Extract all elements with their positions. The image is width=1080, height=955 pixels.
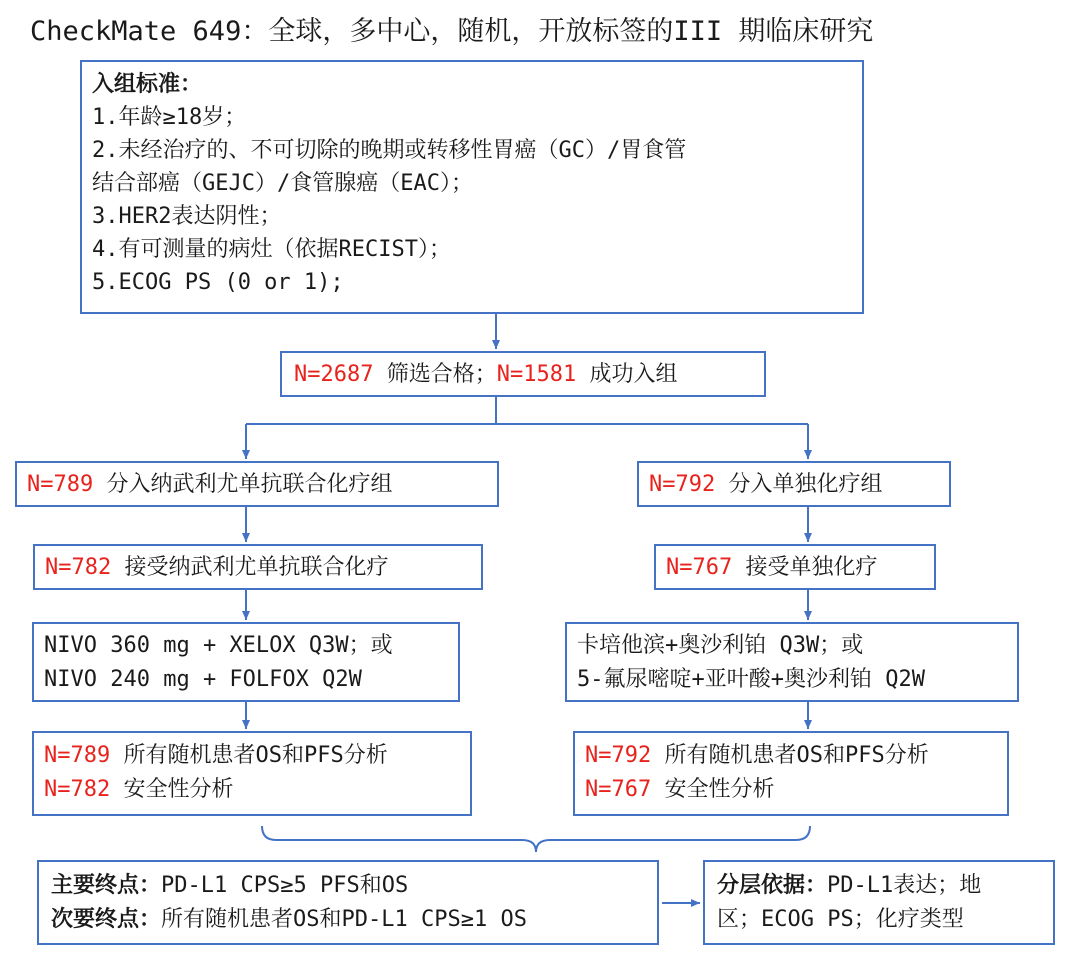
page-title: CheckMate 649：全球，多中心，随机，开放标签的III 期临床研究 [30, 16, 874, 47]
chemo-received-count: N=767 [666, 555, 733, 580]
inclusion-item: 1.年龄≥18岁； [92, 105, 247, 130]
enrolled-count: N=1581 [496, 362, 577, 387]
nivo-received-count: N=782 [45, 555, 112, 580]
primary-endpoint-label: 主要终点： [51, 873, 162, 898]
inclusion-item: 5.ECOG PS (0 or 1); [92, 270, 344, 295]
enrolled-label: 成功入组 [576, 362, 678, 387]
inclusion-item: 结合部癌（GEJC）/食管腺癌（EAC）； [92, 171, 473, 196]
secondary-endpoint-label: 次要终点： [51, 907, 162, 932]
inclusion-item: 2.未经治疗的、不可切除的晚期或转移性胃癌（GC）/胃食管 [92, 138, 687, 163]
secondary-endpoint-text: 所有随机患者OS和PD-L1 CPS≥1 OS [161, 907, 527, 932]
nivo-received-label: 接受纳武利尤单抗联合化疗 [111, 555, 389, 580]
chemo-received-label: 接受单独化疗 [732, 555, 878, 580]
screened-label: 筛选合格； [373, 362, 497, 387]
nivo-regimen-line: NIVO 360 mg + XELOX Q3W；或 [44, 633, 393, 658]
stratification-text: PD-L1表达；地 [827, 873, 982, 898]
chemo-safety-label: 安全性分析 [651, 777, 775, 802]
nivo-randomized-label: 分入纳武利尤单抗联合化疗组 [93, 472, 393, 497]
nivo-safety-count: N=782 [44, 777, 111, 802]
chemo-analysis-count: N=792 [585, 743, 652, 768]
inclusion-heading: 入组标准： [92, 72, 203, 97]
stratification-label: 分层依据： [717, 873, 828, 898]
screened-count: N=2687 [294, 362, 374, 387]
chemo-randomized-label: 分入单独化疗组 [715, 472, 883, 497]
chemo-regimen-line: 5-氟尿嘧啶+亚叶酸+奥沙利铂 Q2W [577, 667, 925, 692]
stratification-line2: 区；ECOG PS；化疗类型 [717, 907, 964, 932]
nivo-analysis-label: 所有随机患者OS和PFS分析 [110, 743, 388, 768]
merge-brace [262, 826, 810, 852]
inclusion-item: 4.有可测量的病灶（依据RECIST）； [92, 237, 451, 262]
chemo-safety-count: N=767 [585, 777, 652, 802]
nivo-safety-label: 安全性分析 [110, 777, 234, 802]
chemo-randomized-count: N=792 [649, 472, 716, 497]
inclusion-item: 3.HER2表达阴性； [92, 204, 282, 229]
chemo-regimen-line: 卡培他滨+奥沙利铂 Q3W；或 [577, 633, 864, 658]
nivo-randomized-count: N=789 [27, 472, 94, 497]
primary-endpoint-text: PD-L1 CPS≥5 PFS和OS [161, 873, 409, 898]
nivo-regimen-line: NIVO 240 mg + FOLFOX Q2W [44, 667, 362, 692]
chemo-analysis-label: 所有随机患者OS和PFS分析 [651, 743, 929, 768]
nivo-analysis-count: N=789 [44, 743, 111, 768]
